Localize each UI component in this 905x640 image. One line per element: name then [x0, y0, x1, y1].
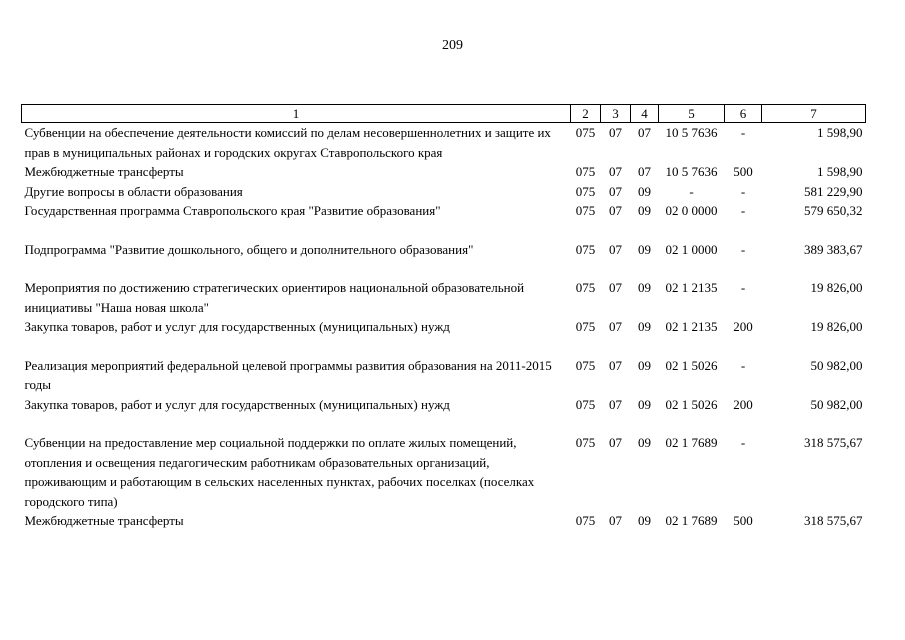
row-csr: 02 1 5026 — [665, 396, 718, 412]
row-grbs: 075 — [575, 125, 596, 140]
row-csr: 02 1 2135 — [665, 319, 718, 334]
row-rz: 07 — [609, 125, 622, 140]
row-vr: 500 — [733, 513, 753, 528]
row-name: Субвенции на обеспечение деятельности комиссий по делам несовершеннолетних и защите их прав в муниципальных районах и городских округах Ставропольского края — [24, 125, 551, 160]
row-csr: 10 5 7636 — [665, 125, 718, 140]
row-vr: - — [740, 280, 746, 295]
row-grbs: 075 — [575, 164, 596, 179]
row-grbs: 075 — [575, 513, 596, 528]
row-pr: 07 — [638, 125, 651, 140]
column-header-name: 1 — [22, 105, 571, 123]
row-amount: 19 826,00 — [810, 280, 863, 295]
row-vr: - — [740, 241, 746, 257]
row-amount: 389 383,67 — [804, 241, 863, 257]
row-vr: - — [740, 435, 746, 450]
table-row — [22, 511, 866, 531]
row-pr: 07 — [638, 164, 651, 179]
row-csr: 10 5 7636 — [665, 164, 718, 179]
row-grbs: 075 — [575, 435, 596, 450]
row-rz: 07 — [609, 513, 622, 528]
row-rz: 07 — [609, 241, 622, 257]
row-rz: 07 — [609, 203, 622, 218]
row-amount: 1 598,90 — [817, 125, 863, 140]
row-pr: 09 — [638, 435, 651, 450]
row-pr: 09 — [638, 396, 651, 412]
row-name: Закупка товаров, работ и услуг для государственных (муниципальных) нужд — [24, 396, 450, 412]
row-name: Другие вопросы в области образования — [24, 183, 243, 199]
row-grbs: 075 — [575, 203, 596, 218]
row-rz: 07 — [609, 280, 622, 295]
table-row — [22, 317, 866, 356]
row-pr: 09 — [638, 203, 651, 218]
row-rz: 07 — [609, 164, 622, 179]
table-row — [22, 278, 866, 317]
row-rz: 07 — [609, 396, 622, 412]
table-row — [22, 182, 866, 202]
row-name: Мероприятия по достижению стратегических ориентиров национальной образовательной инициативы "Наша новая школа" — [24, 280, 525, 315]
row-grbs: 075 — [575, 396, 596, 412]
row-pr: 09 — [638, 357, 651, 373]
table-row — [22, 356, 866, 395]
row-name: Межбюджетные трансферты — [24, 513, 184, 528]
column-header-vr: 6 — [725, 105, 762, 123]
row-csr: - — [689, 183, 694, 199]
table-row — [22, 395, 866, 434]
row-pr: 09 — [638, 183, 651, 199]
row-amount: 50 982,00 — [810, 396, 863, 412]
row-vr: - — [740, 183, 746, 199]
row-name: Субвенции на предоставление мер социальной поддержки по оплате жилых помещений, отопления и освещения педагогическим работникам образовательных организаций, проживающим и работающим в сельских населенных пунктах, рабочих поселках (поселках городского типа) — [24, 435, 535, 509]
table-header — [22, 105, 866, 123]
row-pr: 09 — [638, 513, 651, 528]
table-row — [22, 123, 866, 163]
row-name: Межбюджетные трансферты — [24, 164, 184, 179]
row-csr: 02 1 7689 — [665, 513, 718, 528]
row-amount: 581 229,90 — [804, 183, 863, 199]
table-body — [22, 123, 866, 531]
budget-table — [21, 104, 866, 531]
row-pr: 09 — [638, 280, 651, 295]
row-rz: 07 — [609, 319, 622, 334]
row-csr: 02 1 2135 — [665, 280, 718, 295]
column-header-grbs: 2 — [571, 105, 601, 123]
row-vr: 200 — [733, 396, 753, 412]
column-header-amount: 7 — [762, 105, 866, 123]
row-amount: 318 575,67 — [804, 435, 863, 450]
table-row — [22, 433, 866, 511]
row-rz: 07 — [609, 183, 622, 199]
table-row — [22, 201, 866, 240]
row-grbs: 075 — [575, 183, 596, 199]
row-name: Государственная программа Ставропольского края "Развитие образования" — [24, 203, 441, 218]
row-pr: 09 — [638, 319, 651, 334]
row-amount: 19 826,00 — [810, 319, 863, 334]
row-csr: 02 0 0000 — [665, 203, 718, 218]
row-grbs: 075 — [575, 357, 596, 373]
column-number-row — [22, 105, 866, 123]
row-vr: 200 — [733, 319, 753, 334]
row-name: Подпрограмма "Развитие дошкольного, общего и дополнительного образования" — [24, 241, 474, 257]
row-amount: 1 598,90 — [817, 164, 863, 179]
row-amount: 50 982,00 — [810, 357, 863, 373]
column-header-rz: 3 — [601, 105, 631, 123]
row-vr: 500 — [733, 164, 753, 179]
column-header-csr: 5 — [659, 105, 725, 123]
table-row — [22, 162, 866, 182]
page-number: 209 — [442, 38, 463, 53]
row-name: Реализация мероприятий федеральной целевой программы развития образования на 2011-2015 годы — [24, 357, 552, 392]
row-rz: 07 — [609, 435, 622, 450]
row-vr: - — [740, 357, 746, 373]
row-pr: 09 — [638, 241, 651, 257]
column-header-pr: 4 — [631, 105, 659, 123]
row-csr: 02 1 0000 — [665, 241, 718, 257]
row-vr: - — [740, 203, 746, 218]
row-csr: 02 1 7689 — [665, 435, 718, 450]
row-amount: 318 575,67 — [804, 513, 863, 528]
row-name: Закупка товаров, работ и услуг для государственных (муниципальных) нужд — [24, 319, 450, 334]
table-row — [22, 240, 866, 279]
row-grbs: 075 — [575, 319, 596, 334]
row-rz: 07 — [609, 357, 622, 373]
row-grbs: 075 — [575, 280, 596, 295]
row-amount: 579 650,32 — [804, 203, 863, 218]
row-grbs: 075 — [575, 241, 596, 257]
row-vr: - — [740, 125, 746, 140]
row-csr: 02 1 5026 — [665, 357, 718, 373]
